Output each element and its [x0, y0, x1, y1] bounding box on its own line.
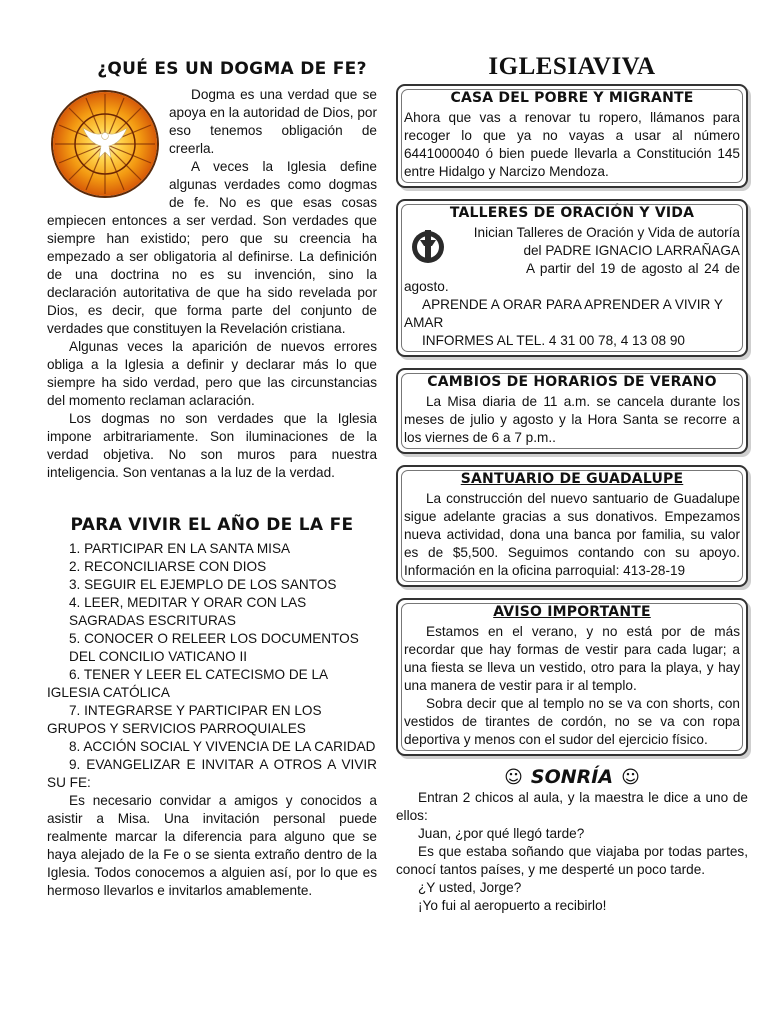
list-item: 1. PARTICIPAR EN LA SANTA MISA	[69, 541, 291, 556]
list-item: 9. EVANGELIZAR E INVITAR A OTROS A VIVIR SU FE:	[47, 757, 377, 790]
vivir-list	[47, 540, 377, 792]
talleres-line1: Inician Talleres de Oración y Vida de autoría del PADRE IGNACIO LARRAÑAGA	[473, 225, 740, 258]
casa-title: CASA DEL POBRE Y MIGRANTE	[450, 90, 694, 106]
aviso-box	[396, 598, 748, 756]
left-column	[47, 60, 377, 900]
list-item: 5. CONOCER O RELEER LOS DOCUMENTOS DEL CONCILIO VATICANO II	[69, 631, 359, 664]
smiley-face-icon: ☺	[621, 767, 640, 788]
casa-box	[396, 84, 748, 188]
dogma-paragraph: A veces la Iglesia define algunas verdades como dogmas de fe. No es que esas cosas empiecen entonces a ser verdad. Son verdades que siempre han existido; pero que su creencia ha empezado a ser obligatoria al definirse. La definición de una doctrina no es su invención, sino la declaración autoritativa de que ha sido revelada por Dios, es decir, que forma parte del conjunto de verdades que constituyen la Revelación cristiana.	[47, 159, 377, 336]
talleres-box	[396, 199, 748, 357]
aviso-paragraph: Sobra decir que al templo no se va con shorts, con vestidos de tirantes de cordón, no se va con ropa deportiva y menos con el sudor del ejercicio físico.	[404, 696, 740, 747]
sonria-heading	[396, 768, 748, 787]
vivir-closing: Es necesario convidar a amigos y conocidos a asistir a Misa. Una invitación personal puede realmente marcar la diferencia para alguno que se haya alejado de la Fe o se sienta extraño dentro de la Iglesia. Todos conocemos a alguien así, por lo que es hermoso llevarlos e invitarlos amablemente.	[47, 793, 377, 898]
aviso-title: AVISO IMPORTANTE	[493, 604, 651, 620]
talleres-line3: APRENDE A ORAR PARA APRENDER A VIVIR Y AMAR	[404, 297, 723, 330]
joke-line: ¡Yo fui al aeropuerto a recibirlo!	[418, 898, 607, 913]
masthead-title: IGLESIAVIVA	[488, 53, 656, 80]
right-column	[396, 53, 748, 915]
holy-spirit-dove-icon	[53, 92, 157, 196]
list-item: 7. INTEGRARSE Y PARTICIPAR EN LOS GRUPOS Y SERVICIOS PARROQUIALES	[47, 703, 322, 736]
sonria-text	[396, 789, 748, 915]
aviso-paragraph: Estamos en el verano, y no está por de más recordar que hay formas de vestir para cada lugar; a una fiesta se lleva un vestido, otro para la playa, y hay una manera de vestir para ir al templo.	[404, 624, 740, 693]
list-item: 6. TENER Y LEER EL CATECISMO DE LA IGLESIA CATÓLICA	[47, 667, 328, 700]
list-item: 3. SEGUIR EL EJEMPLO DE LOS SANTOS	[69, 577, 337, 592]
dogma-paragraph: Los dogmas no son verdades que la Iglesia impone arbitrariamente. Son iluminaciones de la verdad objetiva. No son muros para nuestra inteligencia. Son ventanas a la luz de la verdad.	[47, 411, 377, 480]
horarios-title: CAMBIOS DE HORARIOS DE VERANO	[427, 374, 717, 390]
dogma-paragraph: Algunas veces la aparición de nuevos errores obliga a la Iglesia a definir y declarar más lo que siempre ha sido verdad, pero que las circunstancias del momento reclaman aclaración.	[47, 339, 377, 408]
horarios-box	[396, 368, 748, 454]
sonria-title: SONRÍA	[530, 766, 614, 788]
talleres-line2: A partir del 19 de agosto al 24 de agosto.	[404, 261, 740, 294]
list-item: 4. LEER, MEDITAR Y ORAR CON LAS SAGRADAS ESCRITURAS	[69, 595, 307, 628]
santuario-text: La construcción del nuevo santuario de Guadalupe sigue adelante gracias a sus donativos. Empezamos nueva actividad, dona una banca por familia, su valor es de $5,500. Seguimos contando con su apoyo. Información en la oficina parroquial: 413-28-19	[404, 491, 740, 578]
talleres-title: TALLERES DE ORACIÓN Y VIDA	[449, 205, 695, 221]
joke-line: ¿Y usted, Jorge?	[418, 880, 522, 895]
santuario-box	[396, 465, 748, 587]
list-item: 8. ACCIÓN SOCIAL Y VIVENCIA DE LA CARIDAD	[69, 739, 376, 754]
joke-line: Entran 2 chicos al aula, y la maestra le dice a uno de ellos:	[396, 790, 748, 823]
list-item: 2. RECONCILIARSE CON DIOS	[69, 559, 267, 574]
casa-text: Ahora que vas a renovar tu ropero, llámanos para recoger lo que ya no vayas a usar al número 6441000040 ó bien puede llevarla a Constitución 145 entre Hidalgo y Narcizo Mendoza.	[404, 110, 740, 179]
joke-line: Juan, ¿por qué llegó tarde?	[418, 826, 585, 841]
talleres-line4: INFORMES AL TEL. 4 31 00 78, 4 13 08 90	[422, 333, 685, 348]
horarios-text: La Misa diaria de 11 a.m. se cancela durante los meses de julio y agosto y la Hora Santa se recorre a los viernes de 6 a 7 p.m..	[404, 394, 740, 445]
santuario-title: SANTUARIO DE GUADALUPE	[460, 471, 684, 487]
dogma-paragraph: Dogma es una verdad que se apoya en la autoridad de Dios, por eso tenemos obligación de creerla.	[169, 87, 377, 156]
joke-line: Es que estaba soñando que viajaba por todas partes, conocí tantos países, y me desperté un poco tarde.	[396, 844, 748, 877]
smiley-face-icon: ☺	[504, 767, 523, 788]
vivir-title: PARA VIVIR EL AÑO DE LA FE	[70, 515, 354, 535]
dogma-title: ¿QUÉ ES UN DOGMA DE FE?	[97, 59, 367, 79]
tov-logo-icon	[410, 226, 446, 266]
